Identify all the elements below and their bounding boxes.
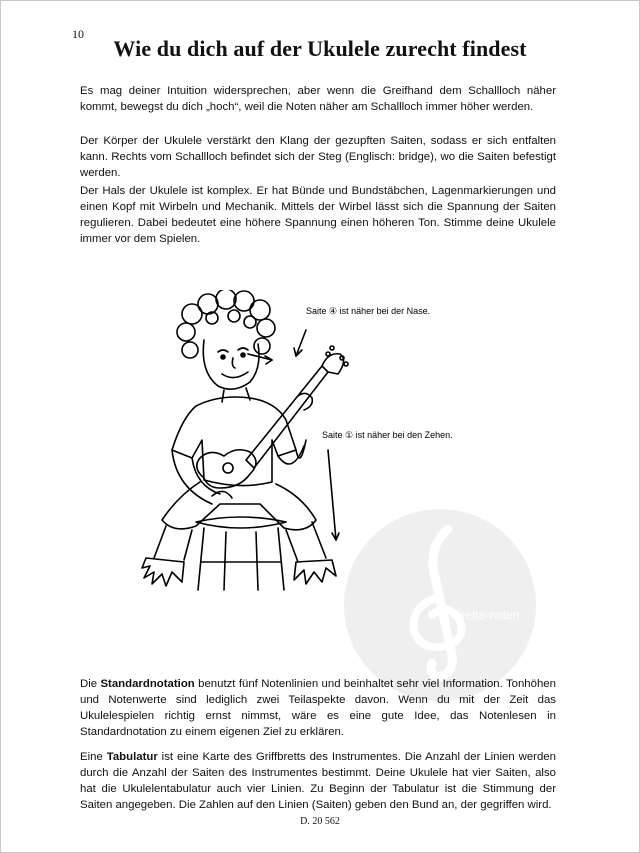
term-standardnotation: Standardnotation [100,678,195,690]
paragraph-neck: Der Hals der Ukulele ist komplex. Er hat Bünde und Bundstäbchen, Lagenmarkierungen und einen Kopf mit Wirbeln und Mechanik. Mittels der Wirbel lässt sich die Spannung der Saiten regulieren. Dabei bedeutet eine höhere Spannung einen höheren Ton. Stimme deine Ukulele immer vor dem Spielen. [80,185,556,245]
left-foot [142,558,184,586]
lead-text: Eine [80,751,107,763]
label-string-4: Saite ④ ist näher bei der Nase. [306,306,431,316]
right-foot [294,560,336,584]
shorts [162,482,316,530]
paragraph-body: Der Körper der Ukulele verstärkt den Klang der gezupften Saiten, sodass er sich entfalten kann. Rechts vom Schallloch befindet sich der Steg (Englisch: bridge), wo die Saiten befestigt werden. [80,135,556,179]
paragraph-tablature [80,749,556,813]
ukulele-body [197,450,256,488]
stool [196,517,286,590]
watermark-text: stretta-noten [452,608,520,622]
term-tabulatur: Tabulatur [106,751,158,763]
face [203,340,259,389]
body-text: benutzt fünf Notenlinien und beinhaltet sehr viel Information. Tonhöhen und Notenwerte sind lediglich zwei Teilaspekte davon. Wenn du mit der Zeit das Ukulelespielen richtig ernst nimmst, wäre es eine gute Idee, das Notenlesen in Standardnotation zu einem eigenen Ziel zu erklären. [80,678,556,738]
page-footer: D. 20 562 [300,816,340,827]
paragraph-standard-notation [80,676,556,740]
paragraph-intuition: Es mag deiner Intuition widersprechen, aber wenn die Greifhand dem Schallloch näher kommt, bewegst du dich „hoch“, weil die Noten näher am Schallloch immer höher werden. [80,85,556,113]
t-shirt [172,397,296,486]
body-text: ist eine Karte des Griffbretts des Instrumentes. Die Anzahl der Linien werden durch die Anzahl der Saiten des Instrumentes bestimmt. Deine Ukulele hat vier Saiten, also hat die Ukulelentabulatur auch vier Linien. Zu Beginn der Tabulatur ist die Stimmung der Saiten angegeben. Die Zahlen auf den Linien (Saiten) geben den Bund an, der gegriffen wird. [80,751,556,811]
label-string-1: Saite ① ist näher bei den Zehen. [322,430,453,440]
lead-text: Die [80,678,101,690]
curly-hair [177,290,275,358]
watermark-logo [340,505,540,705]
page-number: 10 [72,27,84,41]
page-title: Wie du dich auf der Ukulele zurecht findest [113,36,527,61]
arrow-bottom [328,450,336,540]
